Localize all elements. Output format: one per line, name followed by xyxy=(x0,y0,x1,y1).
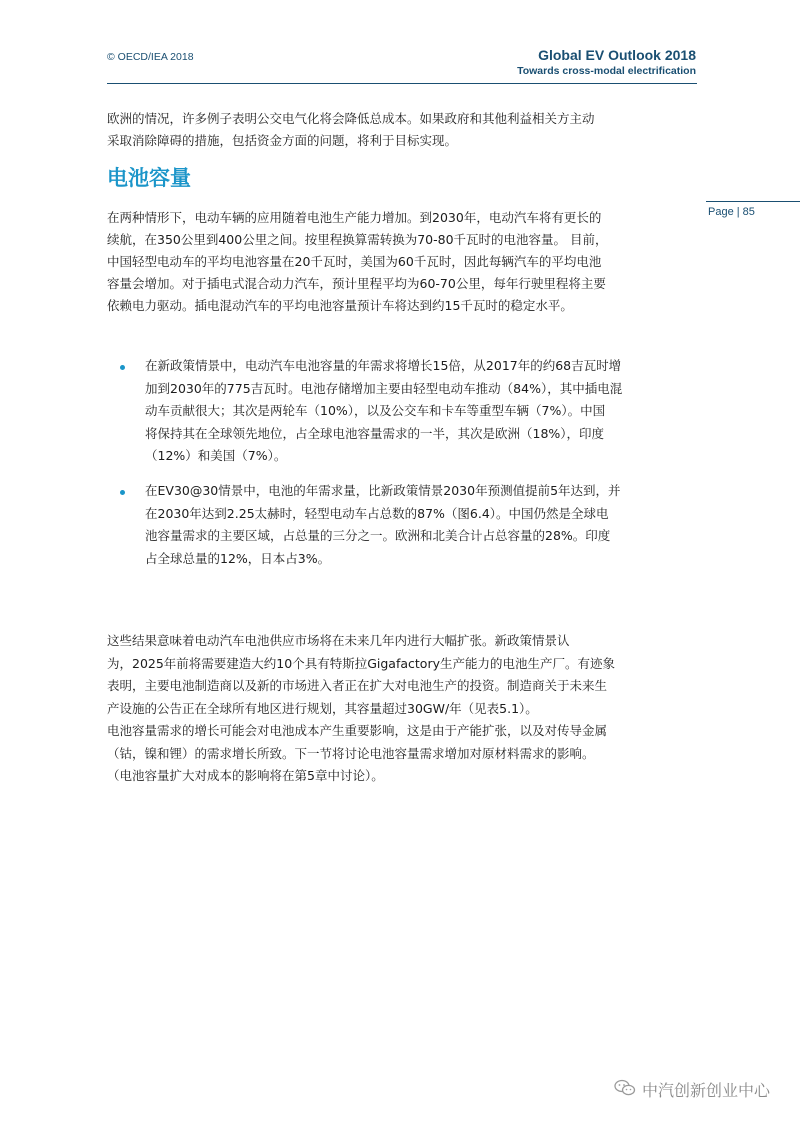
text-line: 在2030年达到2.25太赫时，轻型电动车占总数的87%（图6.4）。中国仍然是全球电 xyxy=(145,505,609,521)
text-line: 池容量需求的主要区域，占总量的三分之一。欧洲和北美合计占总容量的28%。印度 xyxy=(145,528,611,543)
text-line: 电池容量需求的增长可能会对电池成本产生重要影响，这是由于产能扩张，以及对传导金属 xyxy=(107,723,608,738)
bullet-new-policies xyxy=(145,355,695,468)
copyright-notice: © OECD/IEA 2018 xyxy=(107,51,194,63)
text-line: 动车贡献很大；其次是两轮车（10%），以及公交车和卡车等重型车辆（7%）。中国 xyxy=(145,403,606,418)
text-line: 表明，主要电池制造商以及新的市场进入者正在扩大对电池生产的投资。制造商关于未来生 xyxy=(107,678,608,693)
watermark xyxy=(614,1078,770,1101)
text-line: 续航，在350公里到400公里之间。按里程换算需转换为70-80千瓦时的电池容量。 目前， xyxy=(107,232,608,247)
bullet-marker xyxy=(120,490,125,495)
text-line: 加到2030年的775吉瓦时。电池存储增加主要由轻型电动车推动（84%），其中插电混 xyxy=(145,380,623,396)
text-line: 依赖电力驱动。插电混动汽车的平均电池容量预计车将达到约15千瓦时的稳定水平。 xyxy=(107,298,573,313)
text-line: 欧洲的情况，许多例子表明公交电气化将会降低总成本。如果政府和其他利益相关方主动 xyxy=(107,111,595,126)
text-line: 占全球总量的12%，日本占3%。 xyxy=(145,550,331,566)
text-line: （钴，镍和锂）的需求增长所致。下一节将讨论电池容量需求增加对原材料需求的影响。 xyxy=(107,745,595,761)
paragraph-market-expansion xyxy=(107,630,697,788)
header-divider xyxy=(107,83,697,84)
text-line: 为，2025年前将需要建造大约10个具有特斯拉Gigafactory生产能力的电池生产厂。有迹象 xyxy=(107,655,615,671)
paragraph-battery-capacity xyxy=(107,207,697,317)
wechat-icon xyxy=(614,1079,642,1101)
text-line: （电池容量扩大对成本的影响将在第5章中讨论）。 xyxy=(107,768,384,783)
text-line: 在两种情形下，电动车辆的应用随着电池生产能力增加。到2030年，电动汽车将有更长的 xyxy=(107,210,602,225)
text-line: 容量会增加。对于插电式混合动力汽车，预计里程平均为60-70公里，每年行驶里程将主要 xyxy=(107,276,606,291)
bullet-marker xyxy=(120,365,125,370)
page-number-label: Page | 85 xyxy=(708,206,755,218)
report-subtitle: Towards cross-modal electrification xyxy=(517,65,696,77)
text-line: 中国轻型电动车的平均电池容量在20千瓦时，美国为60千瓦时，因此每辆汽车的平均电池 xyxy=(107,254,602,269)
intro-paragraph xyxy=(107,108,697,152)
text-line: 在EV30@30情景中，电池的年需求量，比新政策情景2030年预测值提前5年达到，并 xyxy=(145,483,621,498)
text-line: 产设施的公告正在全球所有地区进行规划，其容量超过30GW/年（见表5.1）。 xyxy=(107,700,538,716)
section-heading: 电池容量 xyxy=(107,166,191,190)
text-line: （12%）和美国（7%）。 xyxy=(145,448,287,463)
header-title-block xyxy=(517,46,696,78)
bullet-ev3030 xyxy=(145,480,695,570)
text-line: 在新政策情景中，电动汽车电池容量的年需求将增长15倍，从2017年的约68吉瓦时增 xyxy=(145,358,622,373)
text-line: 将保持其在全球领先地位，占全球电池容量需求的一半，其次是欧洲（18%），印度 xyxy=(145,425,605,441)
watermark-text: 中汽创新创业中心 xyxy=(641,1081,770,1100)
report-title: Global EV Outlook 2018 xyxy=(538,47,696,63)
text-line: 采取消除障碍的措施，包括资金方面的问题，将利于目标实现。 xyxy=(107,133,458,148)
text-line: 这些结果意味着电动汽车电池供应市场将在未来几年内进行大幅扩张。新政策情景认 xyxy=(107,633,570,648)
page-number xyxy=(706,201,800,223)
